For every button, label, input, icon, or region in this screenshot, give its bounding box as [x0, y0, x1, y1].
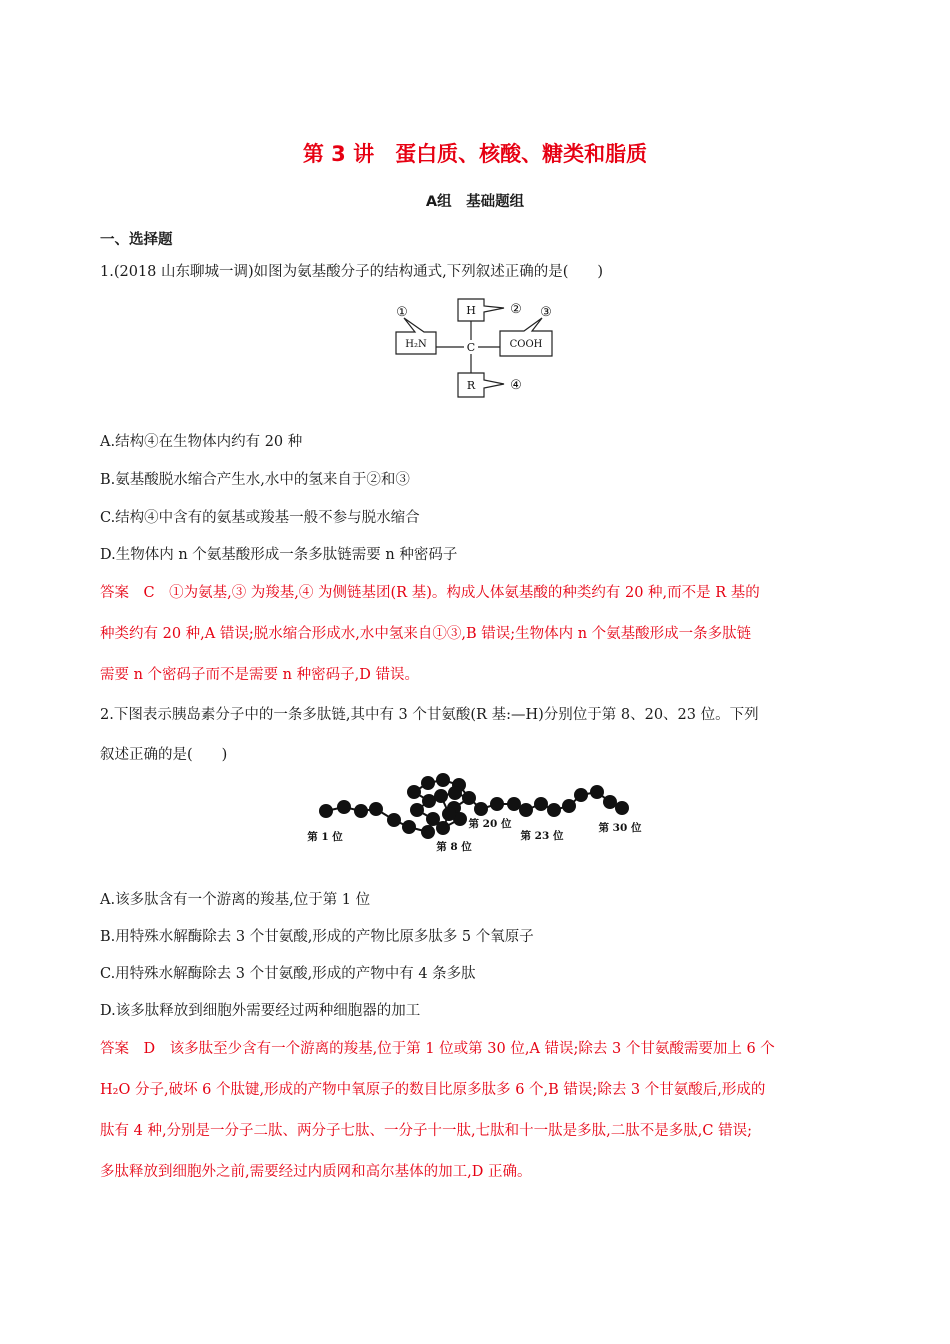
hydrogen-label: H [466, 304, 476, 317]
page-title: 第 3 讲 蛋白质、核酸、糖类和脂质 [302, 142, 648, 166]
marker-1: ① [396, 305, 408, 320]
position-30-label: 第 30 位 [598, 822, 642, 834]
q1-answer-line-1: 答案 C ①为氨基,③ 为羧基,④ 为侧链基团(R 基)。构成人体氨基酸的种类约有 20 种,而不是 R 基的 [100, 585, 760, 601]
q2-answer-line-3: 肽有 4 种,分别是一分子二肽、两分子七肽、一分子十一肽,七肽和十一肽是多肽,二肽不是多肽,C 错误; [100, 1123, 752, 1139]
q1-option-a: A.结构④在生物体内约有 20 种 [100, 434, 303, 450]
q2-option-d: D.该多肽释放到细胞外需要经过两种细胞器的加工 [100, 1003, 421, 1019]
q2-option-c: C.用特殊水解酶除去 3 个甘氨酸,形成的产物中有 4 条多肽 [100, 966, 476, 982]
group-heading: A组 基础题组 [425, 194, 525, 210]
q1-option-c: C.结构④中含有的氨基或羧基一般不参与脱水缩合 [100, 510, 420, 526]
marker-4: ④ [510, 378, 522, 393]
q1-option-b: B.氨基酸脱水缩合产生水,水中的氢来自于②和③ [100, 472, 410, 488]
marker-3: ③ [540, 305, 552, 320]
position-20-label: 第 20 位 [468, 818, 512, 830]
q2-answer-line-1: 答案 D 该多肽至少含有一个游离的羧基,位于第 1 位或第 30 位,A 错误;除去 3 个甘氨酸需要加上 6 个 [100, 1041, 775, 1057]
section-heading: 一、选择题 [100, 232, 173, 248]
r-group-label: R [466, 379, 476, 392]
amino-group-label: H₂N [405, 339, 427, 350]
q1-stem: 1.(2018 山东聊城一调)如图为氨基酸分子的结构通式,下列叙述正确的是( ) [100, 264, 604, 280]
polypeptide-chain-diagram [300, 772, 650, 854]
q2-answer-line-4: 多肽释放到细胞外之前,需要经过内质网和高尔基体的加工,D 正确。 [100, 1164, 532, 1180]
q2-stem-line-2: 叙述正确的是( ) [100, 747, 228, 763]
q1-option-d: D.生物体内 n 个氨基酸形成一条多肽链需要 n 种密码子 [100, 547, 458, 563]
amino-acid-structure-diagram [380, 296, 570, 404]
marker-2: ② [510, 302, 522, 317]
position-23-label: 第 23 位 [520, 830, 564, 842]
carboxyl-label: COOH [509, 339, 543, 350]
q2-option-a: A.该多肽含有一个游离的羧基,位于第 1 位 [100, 892, 371, 908]
position-1-label: 第 1 位 [307, 831, 343, 843]
q1-answer-line-3: 需要 n 个密码子而不是需要 n 种密码子,D 错误。 [100, 667, 419, 683]
q1-answer-line-2: 种类约有 20 种,A 错误;脱水缩合形成水,水中氢来自①③,B 错误;生物体内 n 个氨基酸形成一条多肽链 [100, 626, 752, 642]
q2-option-b: B.用特殊水解酶除去 3 个甘氨酸,形成的产物比原多肽多 5 个氧原子 [100, 929, 534, 945]
q2-answer-line-2: H₂O 分子,破坏 6 个肽键,形成的产物中氧原子的数目比原多肽多 6 个,B 错误;除去 3 个甘氨酸后,形成的 [100, 1082, 766, 1098]
q2-stem-line-1: 2.下图表示胰岛素分子中的一条多肽链,其中有 3 个甘氨酸(R 基:—H)分别位于第 8、20、23 位。下列 [100, 707, 759, 723]
position-8-label: 第 8 位 [436, 841, 472, 853]
center-carbon: C [466, 341, 476, 354]
